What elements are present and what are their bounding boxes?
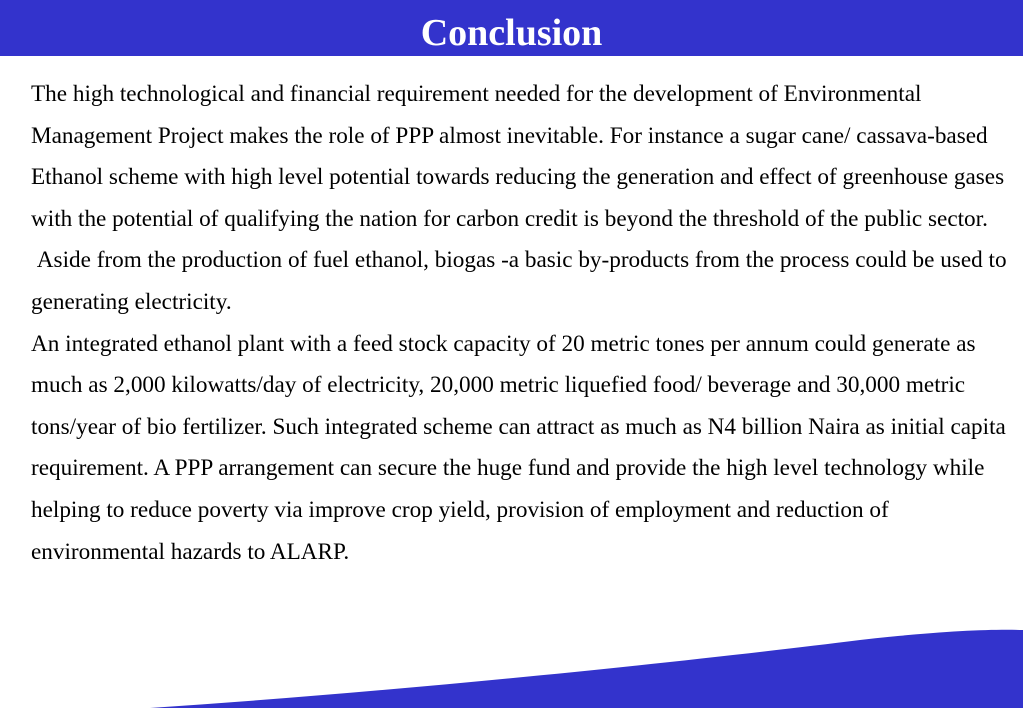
swoosh-shape bbox=[150, 630, 1023, 708]
paragraph-ppp-role: The high technological and financial requirement needed for the development of Environmental Management Project makes the role of PPP almost inevitable. For instance a sugar cane/ cassava-based Ethanol scheme with high level potential towards reducing the generation and effect of greenhouse gases with the potential of qualifying the nation for carbon credit is beyond the threshold of the public sector. bbox=[31, 81, 1010, 232]
paragraph-integrated-plant: An integrated ethanol plant with a feed stock capacity of 20 metric tones per annum could generate as much as 2,000 kilowatts/day of electricity, 20,000 metric liquefied food/ beverage and 30,000 metric tons/year of bio fertilizer. Such integrated scheme can attract as much as N4 billion Naira as initial capita requirement. A PPP arrangement can secure the huge fund and provide the high level technology while helping to reduce poverty via improve crop yield, provision of employment and reduction of environmental hazards to ALARP. bbox=[31, 330, 1012, 565]
paragraph-biogas: Aside from the production of fuel ethanol, biogas -a basic by-products from the process could be used to generating electricity. bbox=[31, 247, 1013, 315]
slide-title: Conclusion bbox=[420, 12, 603, 54]
title-bar bbox=[0, 0, 1023, 56]
slide-body bbox=[31, 74, 1016, 573]
